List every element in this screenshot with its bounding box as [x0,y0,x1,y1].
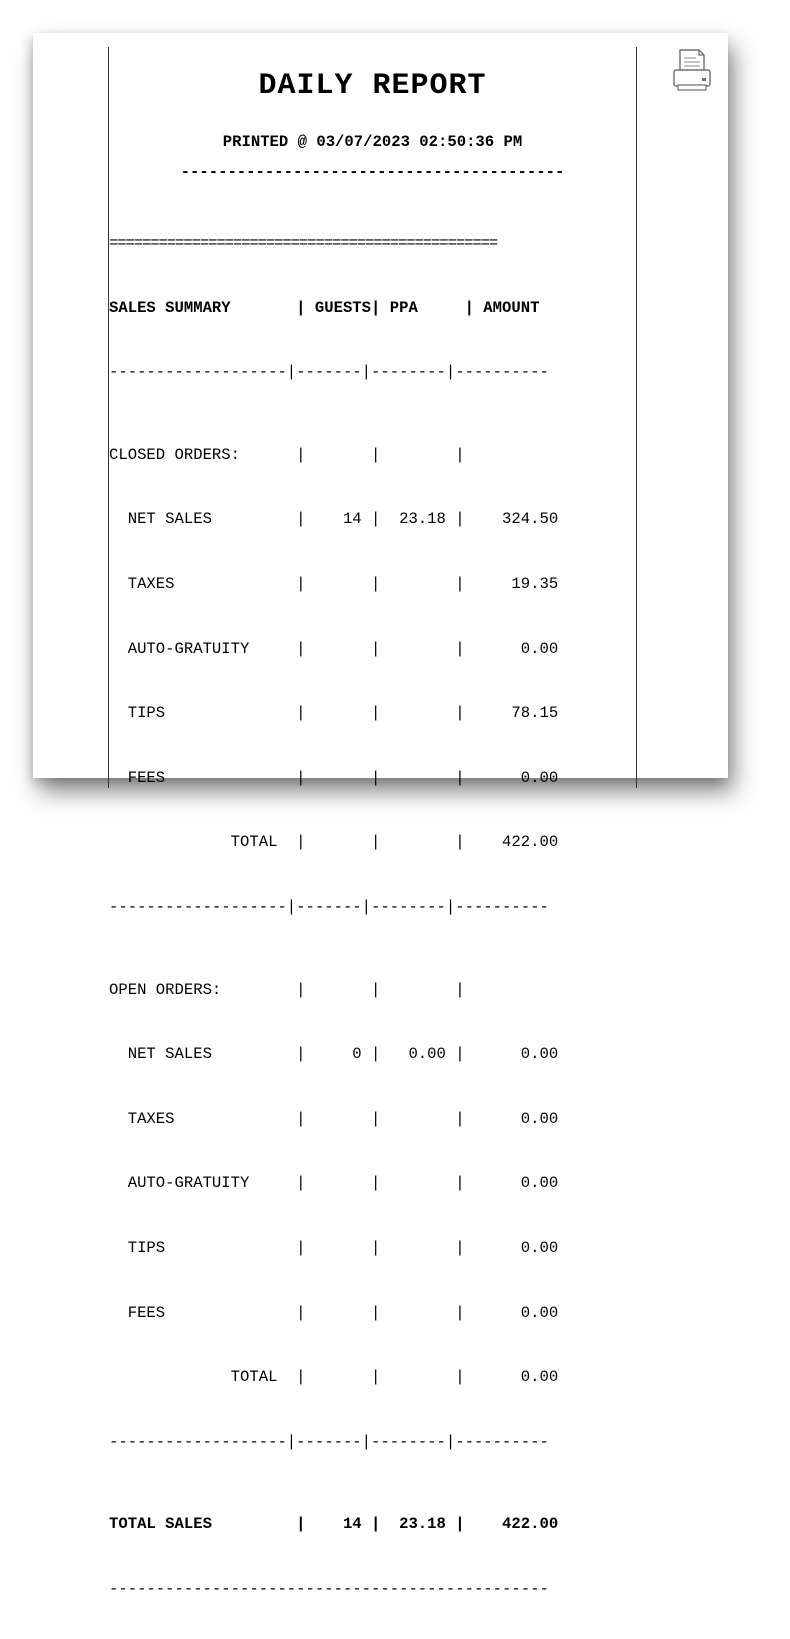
end-rule: ----------------------------------------------- [109,1579,549,1598]
table-row: TAXES | | | 19.35 [109,574,559,593]
sales-table [109,193,636,1639]
table-separator: -------------------|-------|--------|---------- [109,363,549,382]
table-row: TOTAL | | | 422.00 [109,833,559,852]
table-row: FEES | | | 0.00 [109,768,559,787]
report-title: DAILY REPORT [258,69,487,103]
table-row: AUTO-GRATUITY | | | 0.00 [109,639,559,658]
table-row: FEES | | | 0.00 [109,1303,559,1322]
table-row: NET SALES | 0 | 0.00 | 0.00 [109,1045,559,1064]
report-window [33,33,728,1598]
title-divider: ----------------------------------------- [180,163,565,181]
table-row: TAXES | | | 0.00 [109,1109,559,1128]
table-row: TIPS | | | 0.00 [109,1238,559,1257]
table-separator: -------------------|-------|--------|---------- [109,1432,549,1451]
table-header: SALES SUMMARY | GUESTS| PPA | AMOUNT [109,298,540,317]
printer-icon[interactable] [672,48,712,94]
receipt [108,47,637,1598]
section-label-open: OPEN ORDERS: | | | [109,980,465,999]
table-row: TOTAL | | | 0.00 [109,1368,559,1387]
table-row: AUTO-GRATUITY | | | 0.00 [109,1174,559,1193]
printed-timestamp: PRINTED @ 03/07/2023 02:50:36 PM [222,133,523,151]
section-label-closed: CLOSED ORDERS: | | | [109,445,465,464]
table-row: NET SALES | 14 | 23.18 | 324.50 [109,510,559,529]
table-row: TIPS | | | 78.15 [109,704,559,723]
table-separator: -------------------|-------|--------|---------- [109,897,549,916]
equals-rule: =============================================== [109,234,498,252]
total-sales-row: TOTAL SALES | 14 | 23.18 | 422.00 [109,1515,559,1534]
